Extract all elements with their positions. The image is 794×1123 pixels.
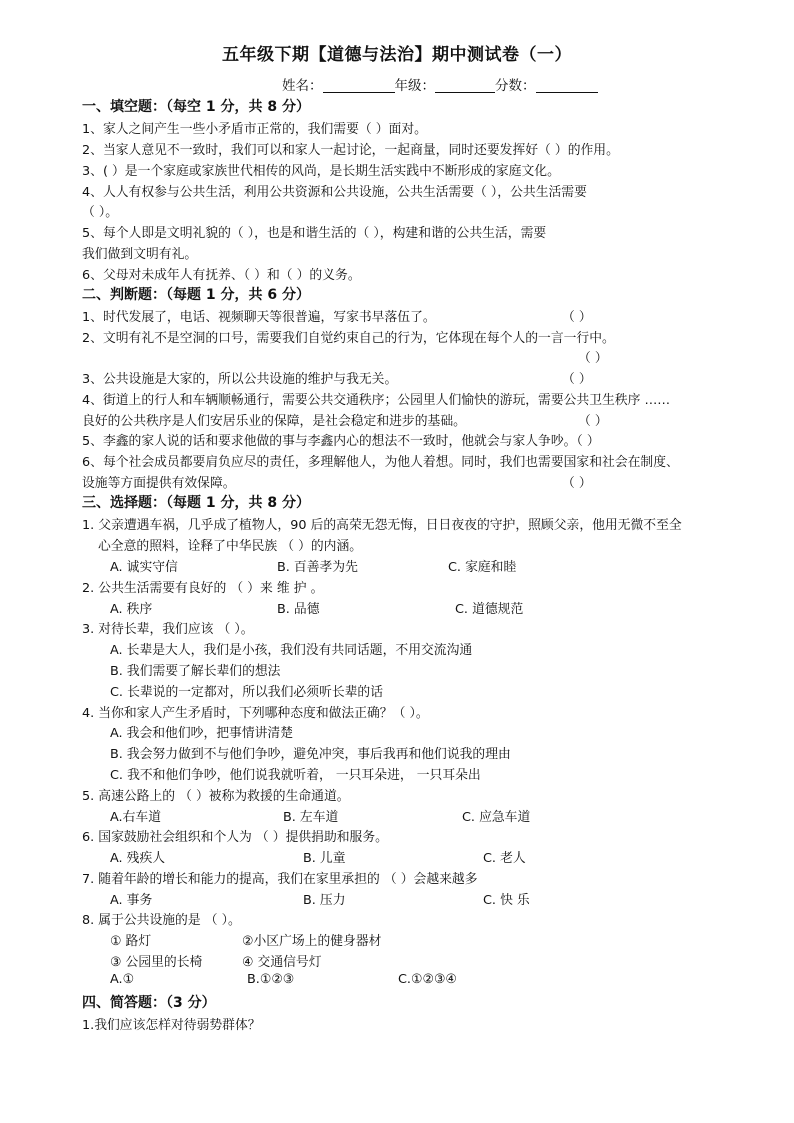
score-label: 分数： [495, 78, 536, 94]
option-a[interactable]: A. 我会和他们吵，把事情讲清楚 [110, 726, 294, 741]
question-7: 7. 随着年龄的增长和能力的提高，我们在家里承担的 （ ）会越来越多 [82, 872, 478, 887]
option-a[interactable]: A. 诚实守信 [110, 560, 178, 575]
option-b[interactable]: B. 左车道 [283, 810, 339, 825]
fill-blank-line: 2、当家人意见不一致时，我们可以和家人一起讨论，一起商量，同时还要发挥好（ ）的作用。 [82, 143, 619, 158]
option-c[interactable]: C.①②③④ [398, 972, 457, 987]
fill-blank-line: （ ）。 [82, 205, 119, 220]
question-3: 3. 对待长辈，我们应该 （ ）。 [82, 622, 254, 637]
question-2: 2. 公共生活需要有良好的 （ ）来 维 护 。 [82, 581, 324, 596]
true-false-line: 3、公共设施是大家的，所以公共设施的维护与我无关。 [82, 372, 398, 387]
fill-blank-line: 我们做到文明有礼。 [82, 247, 198, 262]
item-4: ④ 交通信号灯 [242, 955, 322, 970]
option-b[interactable]: B. 儿童 [303, 851, 346, 866]
option-b[interactable]: B.①②③ [247, 972, 295, 987]
section-short-answer-heading: 四、简答题：（3 分） [82, 995, 216, 1011]
option-a[interactable]: A. 秩序 [110, 602, 153, 617]
option-c[interactable]: C. 我不和他们争吵，他们说我就听着， 一只耳朵进， 一只耳朵出 [110, 768, 481, 783]
option-c[interactable]: C. 应急车道 [462, 810, 531, 825]
option-b[interactable]: B. 压力 [303, 893, 346, 908]
option-a[interactable]: A. 长辈是大人，我们是小孩，我们没有共同话题，不用交流沟通 [110, 643, 473, 658]
fill-blank-line: 6、父母对未成年人有抚养、（ ）和（ ）的义务。 [82, 268, 361, 283]
fill-blank-line: 3、( ）是一个家庭或家族世代相传的风尚，是长期生活实践中不断形成的家庭文化。 [82, 164, 560, 179]
question-4: 4. 当你和家人产生矛盾时，下列哪种态度和做法正确？（ ）。 [82, 706, 429, 721]
name-label: 姓名： [282, 78, 323, 94]
item-1: ① 路灯 [110, 934, 152, 949]
page-title: 五年级下期【道德与法治】期中测试卷（一） [222, 45, 572, 65]
option-b[interactable]: B. 我们需要了解长辈们的想法 [110, 664, 281, 679]
item-2: ②小区广场上的健身器材 [242, 934, 382, 949]
grade-blank[interactable] [435, 78, 495, 93]
option-a[interactable]: A.① [110, 972, 135, 987]
fill-blank-line: 4、人人有权参与公共生活，利用公共资源和公共设施，公共生活需要（ ），公共生活需要 [82, 185, 587, 200]
true-false-line: 设施等方面提供有效保障。 [82, 476, 236, 491]
answer-paren[interactable]: （ ） [562, 476, 592, 491]
option-a[interactable]: A. 事务 [110, 893, 153, 908]
true-false-line: 6、每个社会成员都要肩负应尽的责任，多理解他人，为他人着想。同时，我们也需要国家和社会在制度、 [82, 455, 679, 470]
answer-paren[interactable]: （ ） [578, 414, 608, 429]
option-b[interactable]: B. 百善孝为先 [277, 560, 358, 575]
short-answer-question-1: 1.我们应该怎样对待弱势群体？ [82, 1018, 261, 1033]
item-3: ③ 公园里的长椅 [110, 955, 203, 970]
answer-paren[interactable]: （ ） [578, 351, 608, 366]
question-1: 1. 父亲遭遇车祸，几乎成了植物人，90 后的高荣无怨无悔，日日夜夜的守护，照顾父亲，他用无微不至全 [82, 518, 682, 533]
answer-paren[interactable]: （ ） [562, 372, 592, 387]
option-c[interactable]: C. 家庭和睦 [448, 560, 517, 575]
option-a[interactable]: A. 残疾人 [110, 851, 166, 866]
fill-blank-line: 1、家人之间产生一些小矛盾市正常的，我们需要（ ）面对。 [82, 122, 427, 137]
option-c[interactable]: C. 长辈说的一定都对，所以我们必须听长辈的话 [110, 685, 384, 700]
true-false-line: 1、时代发展了，电话、视频聊天等很普遍，写家书早落伍了。 [82, 310, 436, 325]
true-false-line: 良好的公共秩序是人们安居乐业的保障，是社会稳定和进步的基础。 [82, 414, 466, 429]
option-c[interactable]: C. 老人 [483, 851, 526, 866]
fill-blank-line: 5、每个人即是文明礼貌的（ ），也是和谐生活的（ ），构建和谐的公共生活，需要 [82, 226, 547, 241]
true-false-line: 5、李鑫的家人说的话和要求他做的事与李鑫内心的想法不一致时，他就会与家人争吵。（ ） [82, 434, 600, 449]
option-b[interactable]: B. 品德 [277, 602, 320, 617]
grade-label: 年级： [394, 78, 435, 94]
answer-paren[interactable]: （ ） [562, 310, 592, 325]
question-1-cont: 心全意的照料，诠释了中华民族 （ ）的内涵。 [98, 539, 363, 554]
student-info-line [282, 74, 598, 94]
option-c[interactable]: C. 快 乐 [483, 893, 530, 908]
option-b[interactable]: B. 我会努力做到不与他们争吵，避免冲突，事后我再和他们说我的理由 [110, 747, 511, 762]
score-blank[interactable] [536, 78, 598, 93]
true-false-line: 2、文明有礼不是空洞的口号，需要我们自觉约束自己的行为，它体现在每个人的一言一行中。 [82, 331, 615, 346]
section-choice-heading: 三、选择题：（每题 1 分，共 8 分） [82, 495, 310, 511]
question-8: 8. 属于公共设施的是 （ ）。 [82, 913, 241, 928]
name-blank[interactable] [323, 78, 395, 93]
section-fill-blank-heading: 一、填空题：（每空 1 分，共 8 分） [82, 99, 310, 115]
section-true-false-heading: 二、判断题：（每题 1 分，共 6 分） [82, 287, 310, 303]
question-5: 5. 高速公路上的 （ ）被称为救援的生命通道。 [82, 789, 350, 804]
option-c[interactable]: C. 道德规范 [455, 602, 524, 617]
option-a[interactable]: A.右车道 [110, 810, 161, 825]
true-false-line: 4、街道上的行人和车辆顺畅通行，需要公共交通秩序；公园里人们愉快的游玩，需要公共卫生秩序 …… [82, 393, 671, 408]
question-6: 6. 国家鼓励社会组织和个人为 （ ）提供捐助和服务。 [82, 830, 388, 845]
